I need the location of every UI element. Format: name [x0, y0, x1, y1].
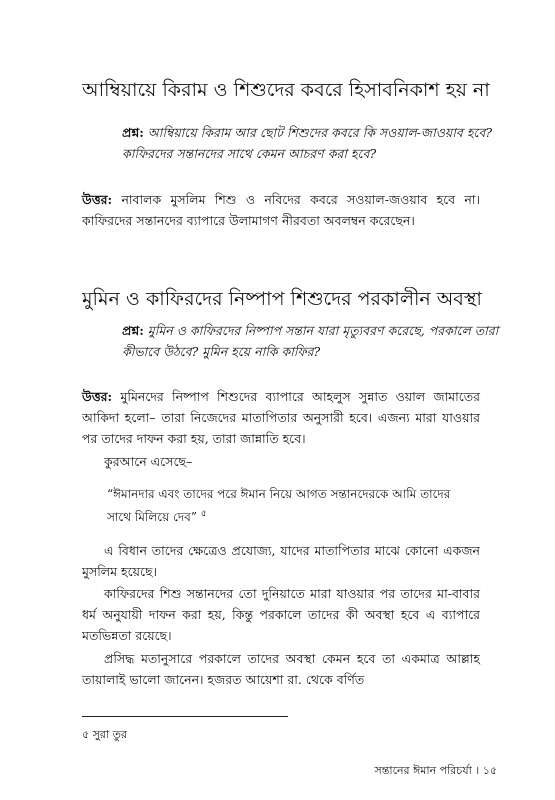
page-footer	[375, 763, 497, 779]
quran-quote	[107, 484, 452, 527]
answer-label: উত্তর:	[82, 192, 113, 207]
answer-text: মুমিনদের নিষ্পাপ শিশুদের ব্যাপারে আহলুস সুন্নাত ওয়াল জামাতের আকিদা হলো– তারা নিজেদের মাতাপিতার অনুসারী হবে। এজন্য মারা যাওয়ার পর তাদের দাফন করা হয়, তারা জান্নাতি হবে।	[82, 389, 480, 446]
quote-text: “ঈমানদার এবং তাদের পরে ঈমান নিয়ে আগত সন্তানদেরকে আমি তাদের সাথে মিলিয়ে দেব”	[107, 487, 451, 524]
answer-1	[82, 189, 480, 231]
quran-intro: কুরআনে এসেছে–	[104, 454, 193, 469]
page-number: ১৫	[482, 764, 497, 777]
section-heading-2: মুমিন ও কাফিরদের নিষ্পাপ শিশুদের পরকালীন অবস্থা	[82, 288, 482, 310]
footnote: ৫ সুরা তুর	[82, 728, 127, 741]
question-label: প্রশ্ন:	[122, 125, 144, 140]
paragraph-1: এ বিধান তাদের ক্ষেত্রেও প্রযোজ্য, যাদের মাতাপিতার মাঝে কোনো একজন মুসলিম হয়েছে।	[82, 543, 480, 579]
book-title: সন্তানের ঈমান পরিচর্যা	[374, 764, 472, 777]
question-text: আম্বিয়ায়ে কিরাম আর ছোট শিশুদের কবরে কি সওয়াল-জাওয়াব হবে? কাফিরদের সন্তানদের সাথে কেমন আচরণ করা হবে?	[122, 125, 493, 161]
question-1	[122, 122, 502, 164]
question-text: মুমিন ও কাফিরদের নিষ্পাপ সন্তান যারা মৃত্যুবরণ করেছে, পরকালে তারা কীভাবে উঠবে? মুমিন হয়ে নাকি কাফির?	[122, 323, 499, 359]
section-heading-1: আম্বিয়ায়ে কিরাম ও শিশুদের কবরে হিসাবনিকাশ হয় না	[82, 79, 490, 101]
paragraph-2: কাফিরদের শিশু সন্তানদের তো দুনিয়াতে মারা যাওয়ার পর তাদের মা-বাবার ধর্ম অনুযায়ী দাফন করা হয়, কিন্তু পরকালে তাদের কী অবস্থা হবে এ ব্যাপারে মতভিন্নতা রয়েছে।	[82, 586, 480, 643]
answer-label: উত্তর:	[82, 389, 113, 404]
footnote-reference: ৫	[200, 509, 207, 519]
footer-separator: ।	[475, 764, 480, 777]
footnote-divider	[82, 716, 288, 717]
paragraph-3: প্রসিদ্ধ মতানুসারে পরকালে তাদের অবস্থা কেমন হবে তা একমাত্র আল্লাহ তায়ালাই ভালো জানেন। হজরত আয়েশা রা. থেকে বর্ণিত	[82, 651, 480, 687]
answer-text: নাবালক মুসলিম শিশু ও নবিদের কবরে সওয়াল-জওয়াব হবে না। কাফিরদের সন্তানদের ব্যাপারে উলামাগণ নীরবতা অবলম্বন করেছেন।	[82, 192, 480, 228]
answer-2	[82, 386, 480, 449]
question-2	[122, 320, 502, 362]
question-label: প্রশ্ন:	[122, 323, 144, 338]
